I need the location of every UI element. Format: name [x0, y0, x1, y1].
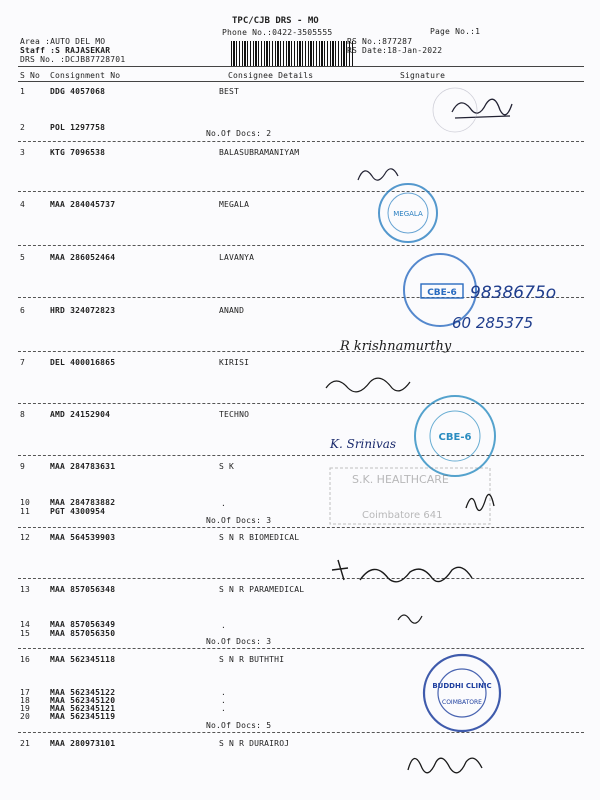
svg-text:CBE-6: CBE-6	[438, 432, 472, 443]
row-sno: 17	[20, 688, 31, 697]
row-sno: 21	[20, 739, 31, 748]
consignment-no: HRD 324072823	[50, 306, 116, 315]
row-sno: 19	[20, 704, 31, 713]
signature-techno: K. Srinivas	[330, 437, 397, 451]
consignment-no: MAA 562345119	[50, 712, 116, 721]
consignment-no: DDG 4057068	[50, 87, 106, 96]
svg-text:COIMBATORE: COIMBATORE	[442, 699, 482, 706]
signature-14	[398, 615, 422, 623]
row-sno: 11	[20, 507, 31, 516]
header-rule-bottom	[18, 81, 584, 82]
row-sno: 20	[20, 712, 31, 721]
consignment-no: MAA 284783631	[50, 462, 116, 471]
consignee-name: BALASUBRAMANIYAM	[219, 148, 300, 157]
row-divider	[18, 403, 584, 404]
row-divider	[18, 245, 584, 246]
consignment-no: MAA 562345118	[50, 655, 116, 664]
consignment-no: MAA 562345120	[50, 696, 116, 705]
row-sno: 13	[20, 585, 31, 594]
docs-count: No.Of Docs: 3	[206, 516, 272, 525]
signature-1	[452, 99, 512, 118]
row-sno: 5	[20, 253, 26, 262]
consignment-no: POL 1297758	[50, 123, 106, 132]
faint-stamp-1	[433, 88, 477, 132]
buddhi-clinic-stamp	[424, 655, 500, 731]
row-sno: 3	[20, 148, 26, 157]
consignment-no: MAA 857056348	[50, 585, 116, 594]
row-sno: 14	[20, 620, 31, 629]
consignment-no: MAA 562345122	[50, 688, 116, 697]
svg-text:BUDDHI CLINIC: BUDDHI CLINIC	[432, 682, 492, 690]
row-divider	[18, 455, 584, 456]
area-label: Area :AUTO DEL MO	[20, 37, 106, 46]
docs-count: No.Of Docs: 2	[206, 129, 272, 138]
svg-text:Coimbatore 641: Coimbatore 641	[362, 510, 443, 521]
consignee-name: MEGALA	[219, 200, 250, 209]
row-sno: 7	[20, 358, 26, 367]
rs-date: RS Date:18-Jan-2022	[347, 46, 443, 55]
consignment-no: MAA 284045737	[50, 200, 116, 209]
row-divider	[18, 141, 584, 142]
consignee-name: KIRISI	[219, 358, 250, 367]
row-divider	[18, 527, 584, 528]
consignment-no: MAA 857056350	[50, 629, 116, 638]
phone-number: Phone No.:0422-3505555	[222, 28, 333, 37]
drs-number: DRS No. :DCJB87728701	[20, 55, 126, 64]
consignee-name: S N R BIOMEDICAL	[219, 533, 300, 542]
row-sno: 9	[20, 462, 26, 471]
consignment-no: MAA 562345121	[50, 704, 116, 713]
header-rule-top	[18, 66, 584, 67]
signature-21	[408, 758, 482, 773]
consignment-no: MAA 286052464	[50, 253, 116, 262]
col-consignment: Consignment No	[50, 71, 121, 80]
sk-healthcare-stamp	[330, 468, 490, 524]
col-signature: Signature	[400, 71, 446, 80]
consignment-no: AMD 24152904	[50, 410, 111, 419]
consignee-name: LAVANYA	[219, 253, 255, 262]
row-sno: 8	[20, 410, 26, 419]
consignee-name: S N R PARAMEDICAL	[219, 585, 305, 594]
docs-count: No.Of Docs: 3	[206, 637, 272, 646]
barcode	[231, 41, 353, 67]
consignee-name: TECHNO	[219, 410, 250, 419]
docs-count: No.Of Docs: 5	[206, 721, 272, 730]
row-divider	[18, 351, 584, 352]
rs-number: RS No.:877287	[347, 37, 413, 46]
consignment-no: MAA 284783882	[50, 498, 116, 507]
row-sno: 2	[20, 123, 26, 132]
consignee-name: S N R DURAIROJ	[219, 739, 290, 748]
techno-stamp	[415, 396, 495, 476]
lavanya-stamp	[404, 254, 476, 326]
row-sno: 16	[20, 655, 31, 664]
consignee-name: S N R BUTHTHI	[219, 655, 285, 664]
signature-7	[326, 378, 410, 392]
signature-kirisi: R krishnamurthy	[340, 339, 452, 354]
row-divider	[18, 578, 584, 579]
row-sno: 15	[20, 629, 31, 638]
row-sno: 18	[20, 696, 31, 705]
row-sno: 12	[20, 533, 31, 542]
consignee-name: BEST	[219, 87, 240, 96]
row-sno: 10	[20, 498, 31, 507]
consignment-no: MAA 857056349	[50, 620, 116, 629]
svg-text:S.K. HEALTHCARE: S.K. HEALTHCARE	[352, 473, 449, 486]
row-divider	[18, 648, 584, 649]
row-divider	[18, 732, 584, 733]
megala-stamp	[379, 184, 437, 242]
signature-9	[466, 494, 494, 510]
consignee-name: ANAND	[219, 306, 245, 315]
svg-text:CBE-6: CBE-6	[427, 288, 457, 298]
handwritten-phone: 9838675o	[470, 283, 557, 303]
consignment-no: MAA 564539903	[50, 533, 116, 542]
consignment-no: PGT 4300954	[50, 507, 106, 516]
row-sno: 4	[20, 200, 26, 209]
col-sno: S No	[20, 71, 41, 80]
consignment-no: MAA 280973101	[50, 739, 116, 748]
consignee-name: S K	[219, 462, 235, 471]
consignment-no: DEL 400016865	[50, 358, 116, 367]
page-title: TPC/CJB DRS - MO	[232, 16, 319, 26]
col-consignee: Consignee Details	[228, 71, 314, 80]
staff-label: Staff :S RAJASEKAR	[20, 46, 111, 55]
row-sno: 1	[20, 87, 26, 96]
handwritten-phone-2: 60 285375	[452, 314, 534, 332]
signature-3	[358, 169, 398, 180]
row-divider	[18, 191, 584, 192]
svg-text:MEGALA: MEGALA	[393, 210, 423, 218]
row-sno: 6	[20, 306, 26, 315]
page-number: Page No.:1	[430, 27, 481, 36]
consignment-no: KTG 7096538	[50, 148, 106, 157]
row-divider	[18, 297, 584, 298]
